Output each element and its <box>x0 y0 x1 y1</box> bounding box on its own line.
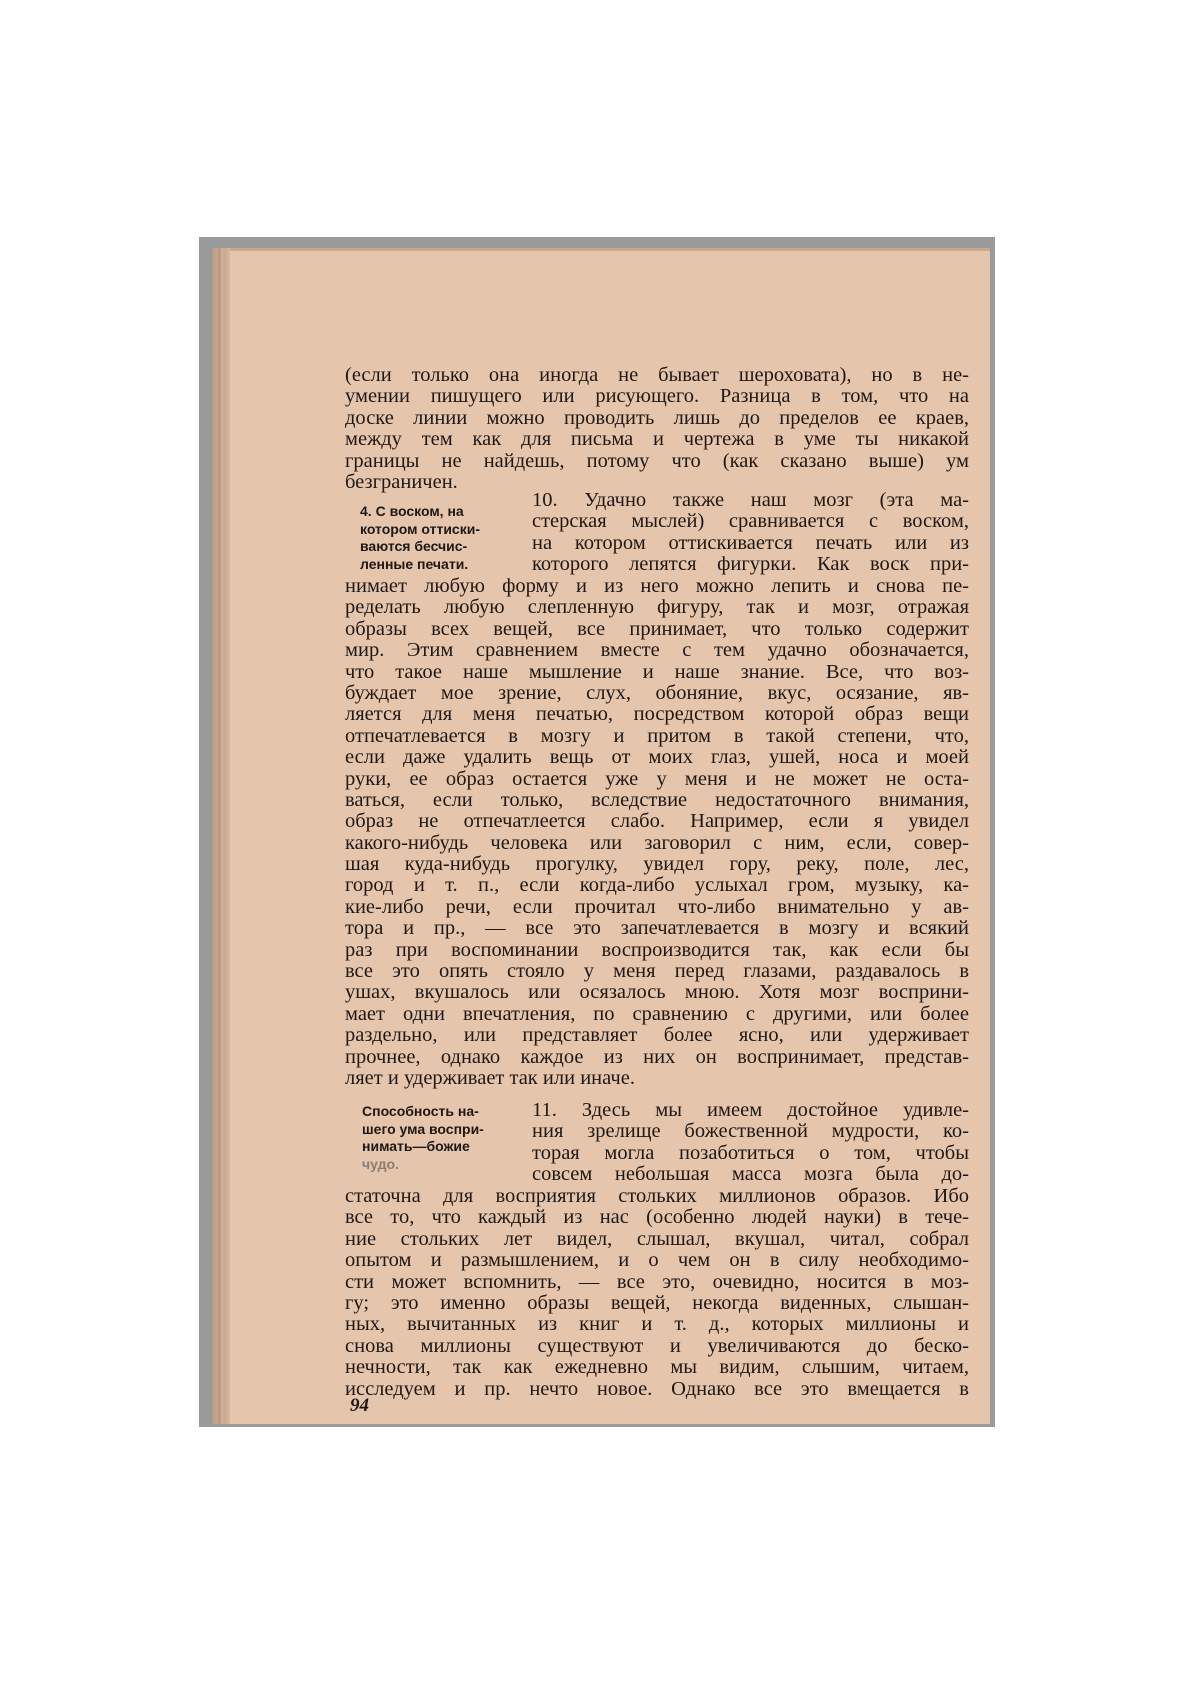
text-line: на котором оттискивается печать или из <box>532 531 969 554</box>
text-line: ляет и удерживает так или иначе. <box>345 1066 635 1089</box>
text-line: ляется для меня печатью, посредством которой образ вещи <box>345 703 969 726</box>
margin-note-line: чудо. <box>362 1155 399 1172</box>
section-11-body <box>345 1186 969 1400</box>
text-line: снова миллионы существуют и увеличиваются до беско- <box>345 1334 969 1357</box>
text-line: опытом и размышлением, и о чем он в силу необходимо- <box>345 1249 969 1272</box>
text-line: раздельно, или представляет более ясно, или удерживает <box>345 1024 969 1047</box>
text-line: ваться, если только, вследствие недостаточного внимания, <box>345 788 969 811</box>
text-line: гу; это именно образы вещей, некогда виденных, слышан- <box>345 1291 969 1314</box>
text-line: ние стольких лет видел, слышал, вкушал, читал, собрал <box>345 1227 969 1250</box>
text-line: шая куда-нибудь прогулку, увидел гору, реку, поле, лес, <box>345 853 969 876</box>
text-line: какого-нибудь человека или заговорил с ним, если, совер- <box>345 831 969 854</box>
text-line: образ не отпечатлеется слабо. Например, если я увидел <box>345 810 969 833</box>
text-line: мир. Этим сравнением вместе с тем удачно обозначается, <box>345 639 969 662</box>
text-line: образы всех вещей, все принимает, что только содержит <box>345 617 969 640</box>
text-line: все это опять стояло у меня перед глазами, раздавалось в <box>345 960 969 983</box>
margin-note-line: 4. С воском, на <box>360 503 464 519</box>
text-line: безграничен. <box>345 470 458 493</box>
text-line: отпечатлевается в мозгу и притом в такой степени, что, <box>345 724 969 747</box>
section-11-lead <box>532 1100 969 1186</box>
text-line: тора и пр., — все это запечатлевается в мозгу и всякий <box>345 917 969 940</box>
margin-note-line: котором оттиски- <box>360 520 480 537</box>
page-binding-edge <box>212 248 230 1424</box>
text-line: умении пишущего или рисующего. Разница в том, что на <box>345 385 969 408</box>
text-line: прочнее, однако каждое из них он воспринимает, представ- <box>345 1045 969 1068</box>
text-line: нимает любую форму и из него можно лепить и снова пе- <box>345 575 969 597</box>
text-line: статочна для восприятия стольких миллионов образов. Ибо <box>345 1185 969 1207</box>
text-line: совсем небольшая масса мозга была до- <box>532 1163 969 1186</box>
text-line: исследуем и пр. нечто новое. Однако все это вмещается в <box>345 1377 969 1400</box>
text-line: доске линии можно проводить лишь до пределов ее краев, <box>345 406 969 429</box>
text-line: стерская мыслей) сравнивается с воском, <box>532 510 969 533</box>
text-line: (если только она иногда не бывает шероховата), но в не- <box>345 364 969 386</box>
text-line: между тем как для письма и чертежа в уме ты никакой <box>345 428 969 451</box>
margin-note-line: нимать—божие <box>362 1138 470 1154</box>
text-line: ния зрелище божественной мудрости, ко- <box>532 1120 969 1143</box>
section-10-lead <box>532 490 969 576</box>
text-line: кие-либо речи, если прочитал что-либо внимательно у ав- <box>345 895 969 918</box>
margin-note-line: ваются бесчис- <box>360 538 468 554</box>
margin-note-line: шего ума воспри- <box>362 1120 484 1137</box>
text-line: если даже удалить вещь от моих глаз, ушей, носа и моей <box>345 746 969 769</box>
text-line: сти может вспомнить, — все это, очевидно, носится в моз- <box>345 1270 969 1293</box>
text-line: ределать любую слепленную фигуру, так и мозг, отражая <box>345 596 969 619</box>
text-line: ушах, вкушалось или осязалось мною. Хотя мозг восприни- <box>345 981 969 1004</box>
text-line: торая могла позаботиться о том, чтобы <box>532 1141 969 1164</box>
page-top-edge <box>230 248 990 251</box>
margin-note-section-11 <box>362 1103 484 1173</box>
text-line: все то, что каждый из нас (особенно людей науки) в тече- <box>345 1206 969 1229</box>
text-line: 10. Удачно также наш мозг (эта ма- <box>532 489 969 511</box>
section-10-body <box>345 576 969 1089</box>
text-line: которого лепятся фигурки. Как воск при- <box>532 553 969 576</box>
text-line: мает одни впечатления, по сравнению с другими, или более <box>345 1002 969 1025</box>
text-line: руки, ее образ остается уже у меня и не может не оста- <box>345 767 969 790</box>
text-line: ных, вычитанных из книг и т. д., которых миллионы и <box>345 1313 969 1336</box>
text-line: что такое наше мышление и наше знание. Все, что воз- <box>345 660 969 683</box>
page-number: 94 <box>350 1395 369 1416</box>
paragraph-intro <box>345 365 969 493</box>
margin-note-section-10 <box>360 503 480 573</box>
margin-note-line: Способность на- <box>362 1103 479 1119</box>
margin-note-line: ленные печати. <box>360 555 469 572</box>
text-line: нечности, так как ежедневно мы видим, слышим, читаем, <box>345 1356 969 1379</box>
text-line: 11. Здесь мы имеем достойное удивле- <box>532 1099 969 1121</box>
text-line: границы не найдешь, потому что (как сказано выше) ум <box>345 449 969 472</box>
text-line: раз при воспоминании воспроизводится так, как если бы <box>345 938 969 961</box>
text-line: город и т. п., если когда-либо услыхал гром, музыку, ка- <box>345 874 969 897</box>
text-line: буждает мое зрение, слух, обоняние, вкус, осязание, яв- <box>345 681 969 704</box>
